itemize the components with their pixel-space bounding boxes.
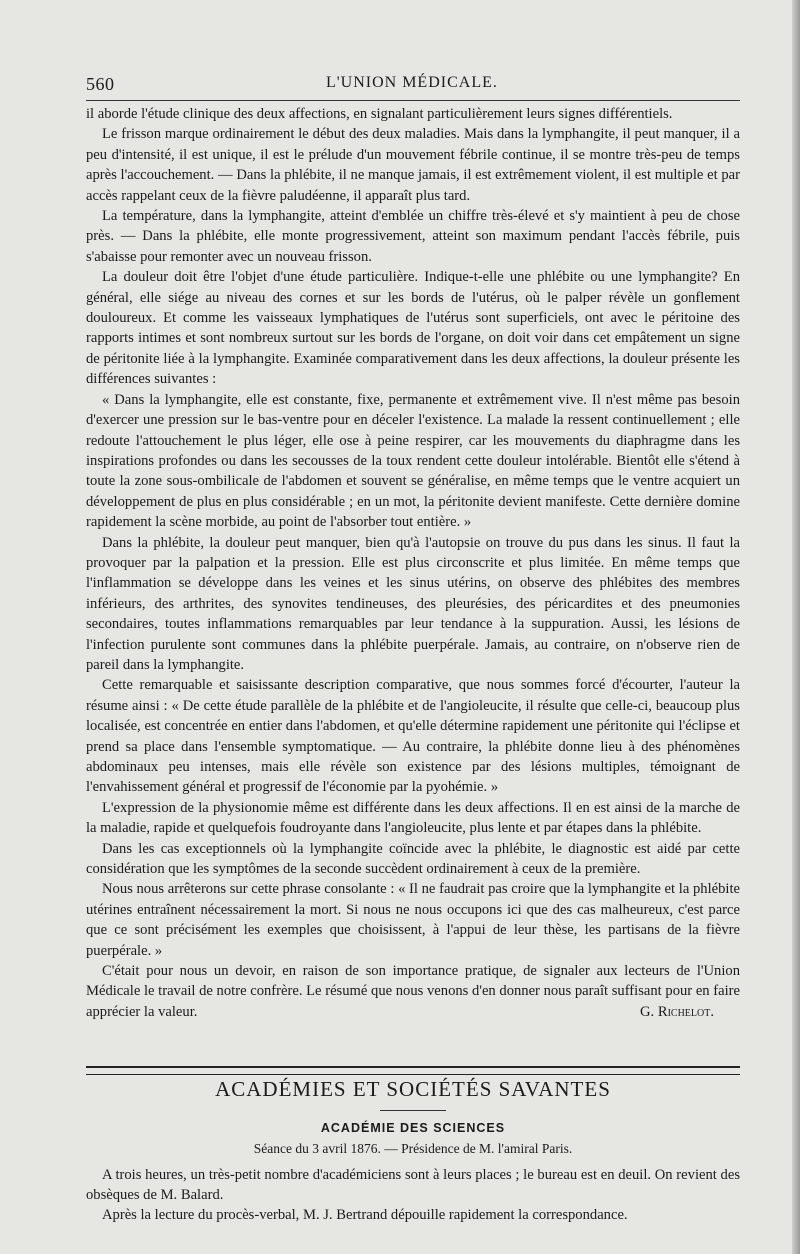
session-line: Séance du 3 avril 1876. — Présidence de M. l'amiral Paris. (253, 1141, 573, 1156)
paragraph-douleur: La douleur doit être l'objet d'une étude particulière. Indique-t-elle une phlébite ou une lymphangite? En général, elle siége au niveau des cornes et sur les bords de l'utérus, où le palper révèle un gonflement douloureux. Et comme les vaisseaux lymphatiques de l'utérus sont superficiels, ont avec le péritoine des rapports intimes et sont nombreux surtout sur les bords de l'organe, on doit voir dans cet empâtement un signe de péritonite liée à la lymphangite. Examinée comparativement dans les deux affections, la douleur présente les différences suivantes : (86, 269, 740, 388)
paragraph-quote-lymphangite: « Dans la lymphangite, elle est constante, fixe, permanente et extrêmement vive. Il n'est même pas besoin d'exercer une pression sur le bas-ventre pour en déceler l'existence. La malade la ressent continuellement ; elle redoute l'attouchement le plus léger, elle ose à peine respirer, car les mouvements du diaphragme dans les inspirations profondes ou dans les secousses de la toux rendent cette douleur intolérable. Bientôt elle s'étend à toute la zone sous-ombilicale de l'abdomen et souvent se généralise, en même temps que le ventre acquiert un développement de plus en plus considérable ; en un mot, la péritonite devient manifeste. Cette dernière domine rapidement la scène morbide, au point de l'absorber tout entière. » (86, 391, 740, 531)
section-paragraph: A trois heures, un très-petit nombre d'académiciens sont à leurs places ; le bureau est en deuil. On revient des obsèques de M. Balard. (86, 1167, 740, 1203)
paragraph-exceptions: Dans les cas exceptionnels où la lymphangite coïncide avec la phlébite, le diagnostic est aidé par cette considération que les symptômes de la seconde succèdent ordinairement à ceux de la première. (86, 840, 740, 878)
paragraph-temperature: La température, dans la lymphangite, atteint d'emblée un chiffre très-élevé et s'y maintient à peu de chose près. — Dans la phlébite, elle monte progressivement, atteint son maximum pendant l'accès fébrile, puis s'abaisse pour remonter avec un nouveau frisson. (86, 208, 740, 265)
paragraph-consolante: Nous nous arrêterons sur cette phrase consolante : « Il ne faudrait pas croire que la lymphangite et la phlébite utérines entraînent nécessairement la mort. Si nous ne nous occupons ici que des cas malheureux, c'est parce que ce sont précisément les exemples que choisissent, à l'appui de leur thèse, les partisans de la fièvre puerpérale. » (86, 881, 740, 959)
header-rule (86, 100, 740, 101)
paragraph-conclusion (86, 961, 740, 1022)
paragraph-intro: il aborde l'étude clinique des deux affections, en signalant particulièrement leurs signes différentiels. (86, 106, 673, 122)
section-double-rule (86, 1066, 740, 1075)
article-body (86, 104, 740, 1022)
section-title-underline (380, 1110, 446, 1111)
paragraph-physionomie: L'expression de la physionomie même est différente dans les deux affections. Il en est ainsi de la marche de la maladie, rapide et quelquefois foudroyante dans l'angioleucite, plus lente et par étapes dans la phlébite. (86, 799, 740, 837)
page-number: 560 (86, 74, 115, 94)
section-paragraph: Après la lecture du procès-verbal, M. J. Bertrand dépouille rapidement la correspondance. (102, 1207, 628, 1223)
section-body (86, 1165, 740, 1225)
subsection-title: ACADÉMIE DES SCIENCES (320, 1121, 506, 1135)
paragraph-summary: Cette remarquable et saisissante description comparative, que nous sommes forcé d'écourter, l'auteur la résume ainsi : « De cette étude parallèle de la phlébite et de l'angioleucite, il résulte que celle-ci, beaucoup plus localisée, est concentrée en entier dans l'abdomen, et qu'elle détermine rapidement une péritonite qui l'éclipse et prend sa place dans l'ensemble symptomatique. — Au contraire, la phlébite donne lieu à des phénomènes abdominaux peu intenses, mais elle révèle son existence par des lésions multiples, témoignant de l'envahissement général et progressif de l'économie par la pyohémie. » (86, 677, 740, 796)
running-head (86, 70, 738, 98)
author-signature: G. Richelot. (640, 1003, 714, 1020)
journal-title: L'UNION MÉDICALE. (326, 74, 498, 91)
page-edge-shadow (792, 0, 800, 1254)
paragraph-frisson: Le frisson marque ordinairement le début des deux maladies. Mais dans la lymphangite, il peut manquer, il a peu d'intensité, il est unique, il est le prélude d'un mouvement fébrile continue, il se montre très-peu de temps après l'accouchement. — Dans la phlébite, il ne manque jamais, il est extrêmement violent, il est multiple et par accès rappelant ceux de la fièvre paludéenne, il apparaît plus tard. (86, 126, 740, 204)
conclusion-text: C'était pour nous un devoir, en raison de son importance pratique, de signaler aux lecteurs de l'Union Médicale le travail de notre confrère. Le résumé que nous venons d'en donner nous paraît suffisant pour en faire apprécier la valeur. (86, 963, 740, 1020)
paragraph-phlebite: Dans la phlébite, la douleur peut manquer, bien qu'à l'autopsie on trouve du pus dans les sinus. Il faut la provoquer par la palpation et la pression. Elle est plus circonscrite et plus limitée. En même temps que l'inflammation se développe dans les veines et les sinus utérins, on observe des phlébites des membres inférieurs, des arthrites, des synovites tendineuses, des pleurésies, des péricardites et des pneumonies secondaires, toutes inflammations remarquables par leur tendance à la suppuration. Aussi, les lésions de l'infection purulente sont communes dans la phlébite puerpérale. Jamais, au contraire, on n'observe rien de pareil dans la lymphangite. (86, 534, 740, 673)
section-title: ACADÉMIES ET SOCIÉTÉS SAVANTES (215, 1077, 611, 1101)
